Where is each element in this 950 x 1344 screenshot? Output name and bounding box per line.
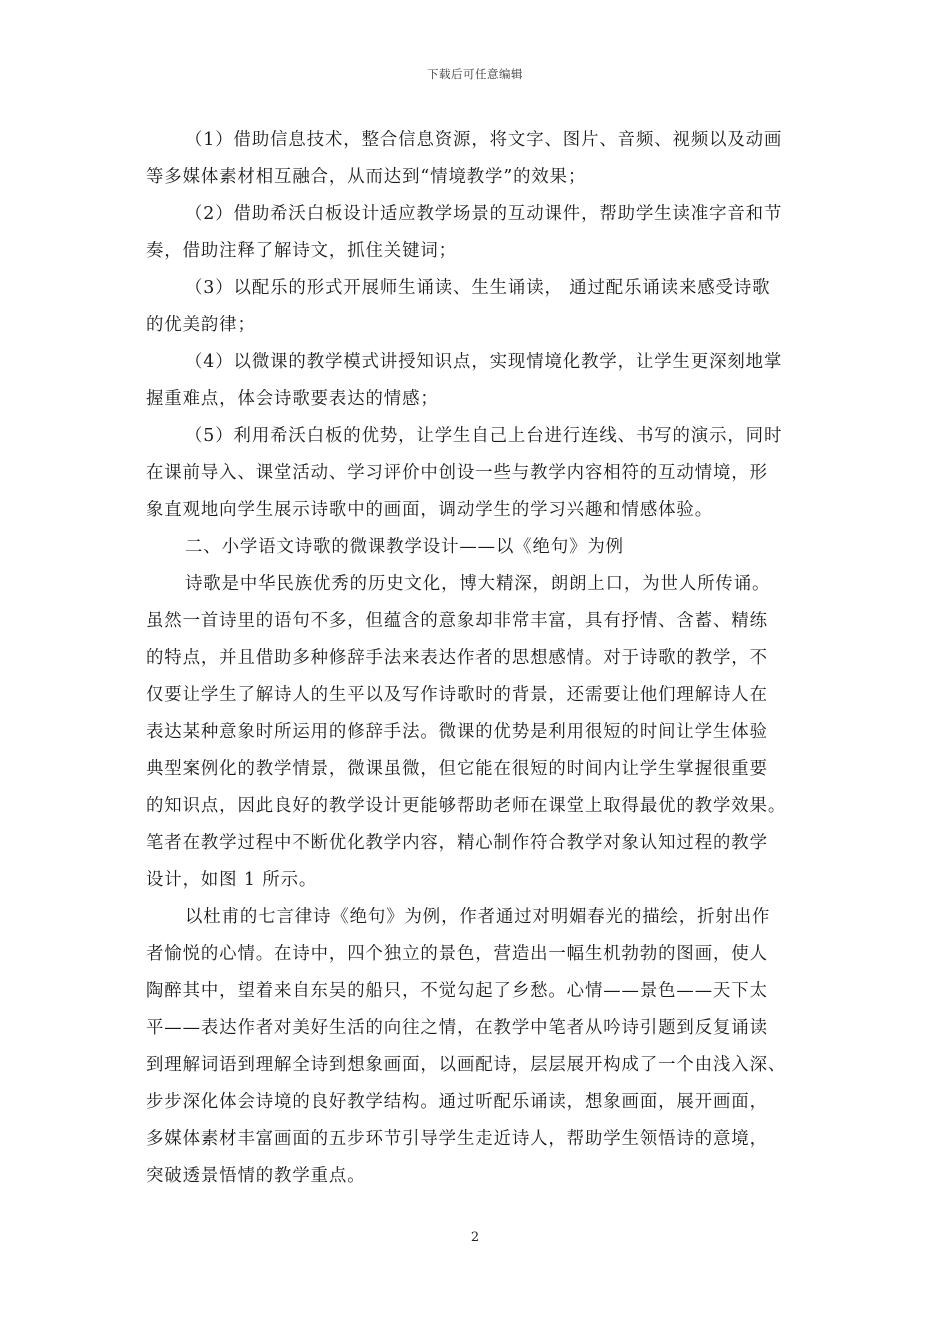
paragraph-5 xyxy=(146,418,810,529)
section-heading xyxy=(146,529,810,566)
heading-line: 二、小学语文诗歌的微课教学设计——以《绝句》为例 xyxy=(185,537,624,557)
paragraph-7 xyxy=(146,899,810,1195)
paragraph-2 xyxy=(146,196,810,270)
text-line: 步步深化体会诗境的良好教学结构。通过听配乐诵读，想象画面，展开画面， xyxy=(146,1092,768,1112)
text-line: 到理解词语到理解全诗到想象画面，以画配诗，层层展开构成了一个由浅入深、 xyxy=(146,1055,787,1075)
text-line: 等多媒体素材相互融合，从而达到“情境教学”的效果； xyxy=(146,167,587,187)
text-line: 的知识点，因此良好的教学设计更能够帮助老师在课堂上取得最优的教学效果。 xyxy=(146,796,787,816)
text-line: 多媒体素材丰富画面的五步环节引导学生走近诗人，帮助学生领悟诗的意境， xyxy=(146,1129,768,1149)
text-line: （4）以微课的教学模式讲授知识点，实现情境化教学，让学生更深刻地掌 xyxy=(185,352,783,372)
text-line: （5）利用希沃白板的优势，让学生自己上台进行连线、书写的演示，同时 xyxy=(185,426,783,446)
text-line: （3）以配乐的形式开展师生诵读、生生诵读， 通过配乐诵读来感受诗歌 xyxy=(185,278,771,298)
text-line: 表达某种意象时所运用的修辞手法。微课的优势是利用很短的时间让学生体验 xyxy=(146,722,768,742)
text-line: 仅要让学生了解诗人的生平以及写作诗歌时的背景，还需要让他们理解诗人在 xyxy=(146,685,768,705)
text-line: 突破透景悟情的教学重点。 xyxy=(146,1166,366,1186)
text-line: （2）借助希沃白板设计适应教学场景的互动课件，帮助学生读准字音和节 xyxy=(185,204,783,224)
paragraph-3 xyxy=(146,270,810,344)
text-line: 象直观地向学生展示诗歌中的画面，调动学生的学习兴趣和情感体验。 xyxy=(146,500,714,520)
text-line: 在课前导入、课堂活动、学习评价中创设一些与教学内容相符的互动情境，形 xyxy=(146,463,768,483)
text-line: 诗歌是中华民族优秀的历史文化，博大精深，朗朗上口，为世人所传诵。 xyxy=(185,574,771,594)
text-line: 的优美韵律； xyxy=(146,315,256,335)
text-line: 设计，如图 1 所示。 xyxy=(146,870,318,890)
paragraph-4 xyxy=(146,344,810,418)
text-line: 虽然一首诗里的语句不多，但蕴含的意象却非常丰富，具有抒情、含蓄、精练 xyxy=(146,611,768,631)
text-line: 握重难点，体会诗歌要表达的情感； xyxy=(146,389,439,409)
text-line: 平——表达作者对美好生活的向往之情，在教学中笔者从吟诗引题到反复诵读 xyxy=(146,1018,768,1038)
paragraph-6 xyxy=(146,566,810,899)
text-line: 者愉悦的心情。在诗中，四个独立的景色，营造出一幅生机勃勃的图画，使人 xyxy=(146,944,768,964)
text-line: 奏，借助注释了解诗文，抓住关键词； xyxy=(146,241,457,261)
text-line: 以杜甫的七言律诗《绝句》为例，作者通过对明媚春光的描绘，折射出作 xyxy=(185,907,771,927)
page-header: 下载后可任意编辑 xyxy=(427,67,523,81)
text-line: （1）借助信息技术，整合信息资源，将文字、图片、音频、视频以及动画 xyxy=(185,130,783,150)
text-line: 的特点，并且借助多种修辞手法来表达作者的思想感情。对于诗歌的教学，不 xyxy=(146,648,768,668)
page-number: 2 xyxy=(470,1230,480,1245)
text-line: 典型案例化的教学情景，微课虽微，但它能在很短的时间内让学生掌握很重要 xyxy=(146,759,768,779)
document-body xyxy=(146,122,810,1195)
text-line: 笔者在教学过程中不断优化教学内容，精心制作符合教学对象认知过程的教学 xyxy=(146,833,768,853)
text-line: 陶醉其中，望着来自东吴的船只，不觉勾起了乡愁。心情——景色——天下太 xyxy=(146,981,768,1001)
paragraph-1 xyxy=(146,122,810,196)
